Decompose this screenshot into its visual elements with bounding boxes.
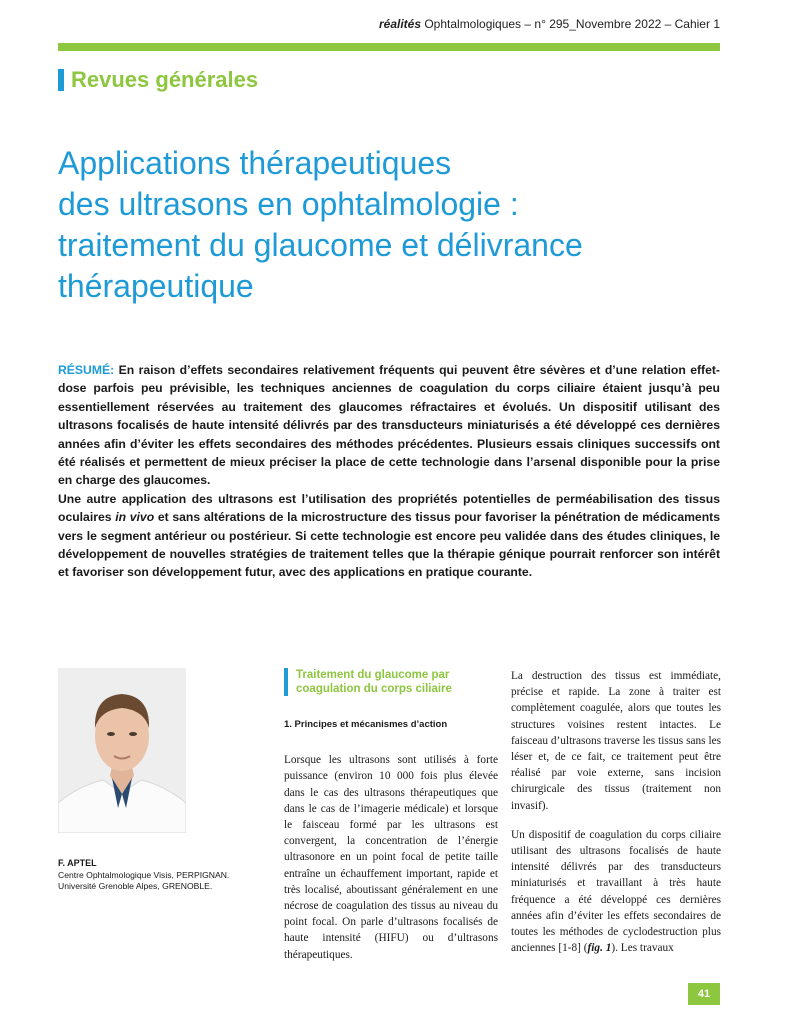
body-paragraph [511,827,721,957]
subsection-heading [284,668,498,696]
header-rule [58,43,720,51]
section-tag [58,67,258,93]
body-paragraph: La destruction des tissus est immédiate, précise et rapide. La zone à traiter est complètement coagulée, alors que toutes les structures voisines restent intactes. Le faisceau d’ultrasons traverse les tissus sans les léser et, de ce fait, ce traitement peut être réalisé par voie externe, sans incision chirurgicale des tissus (traitement non invasif). [511,670,721,812]
author-affiliation-1: Centre Ophtalmologique Visis, PERPIGNAN. [58,869,230,880]
section-label: Revues générales [71,67,259,92]
abstract-paragraph-1 [58,361,720,490]
article-title [58,143,738,307]
page-number: 41 [688,983,720,1005]
title-line-2: des ultrasons en ophtalmologie : [58,186,519,222]
abstract-italic: in vivo [115,510,155,525]
subsection-marker [284,668,288,696]
figure-reference[interactable]: fig. 1 [587,942,612,955]
subsubsection-heading: 1. Principes et mécanismes d’action [284,719,448,730]
journal-name: réalités [378,17,421,31]
abstract-text-1: En raison d’effets secondaires relativement fréquents qui peuvent être sévères et d’une relation effet-dose parfois peu prévisible, les techniques anciennes de coagulation du corps ciliaire étaient jusqu’à peu essentiellement réservées au traitement des glaucomes réfractaires et évolués. Un dispositif utilisant des ultrasons focalisés de haute intensité délivrés par des transducteurs miniaturisés a été développé ces dernières années afin d’éviter les effets secondaires des méthodes précédentes. Plusieurs essais cliniques successifs ont été réalisés et permettent de mieux préciser la place de cette technologie dans l’arsenal disponible pour la prise en charge des glaucomes. [58,363,720,488]
section-marker [58,69,64,91]
abstract [58,361,720,582]
body-text: ). Les travaux [611,942,674,955]
title-line-4: thérapeutique [58,268,254,304]
author-portrait [58,668,186,833]
abstract-text-2b: et sans altérations de la microstructure des tissus pour favoriser la pénétration de médicaments vers le segment antérieur ou postérieur. Si cette technologie est encore peu validée dans des études cliniques, le développement de nouvelles stratégies de traitement telles que la thérapie génique pourrait renforcer son intérêt et favoriser son développement futur, avec des applications en pratique courante. [58,510,720,580]
author-affiliation-2: Université Grenoble Alpes, GRENOBLE. [58,881,213,891]
text-column-2 [511,668,721,956]
body-paragraph: Lorsque les ultrasons sont utilisés à forte puissance (environ 10 000 fois plus élevée dans le cas des ultrasons thérapeutiques que dans le cas de l’imagerie médicale) et lorsque le faisceau formé par les ultrasons est convergent, la concentration de l’énergie ultrasonore en un point focal de petite taille entraîne un échauffement important, rapide et très localisé, aboutissant généralement en une nécrose de coagulation des tissus au niveau du point focal. On parle d’ultrasons focalisés de haute intensité (HIFU) ou d’ultrasons thérapeutiques. [284,754,498,961]
author-name: F. APTEL [58,858,97,868]
title-line-1: Applications thérapeutiques [58,145,452,181]
author-photo [58,668,186,833]
abstract-paragraph-2 [58,490,720,582]
issue-info: Ophtalmologiques – n° 295_Novembre 2022 – Cahier 1 [421,17,720,31]
title-line-3: traitement du glaucome et délivrance [58,227,583,263]
text-column-1 [284,668,498,963]
subsection-title: Traitement du glaucome par coagulation du corps ciliaire [296,669,452,695]
body-text: Un dispositif de coagulation du corps ciliaire utilisant des ultrasons focalisés de haute intensité délivrés par des transducteurs miniaturisés et travaillant à très haute fréquence a été développé ces dernières années afin d’éviter les effets secondaires de toutes les méthodes de cyclodestruction plus anciennes [1-8] ( [511,828,721,955]
running-header [379,17,720,31]
author-block [58,858,258,893]
abstract-label: RÉSUMÉ: [58,363,115,377]
abstract-text-2a: Une autre application des ultrasons est l’utilisation des propriétés potentielles de perméabilisation des tissus oculaires [58,491,720,525]
